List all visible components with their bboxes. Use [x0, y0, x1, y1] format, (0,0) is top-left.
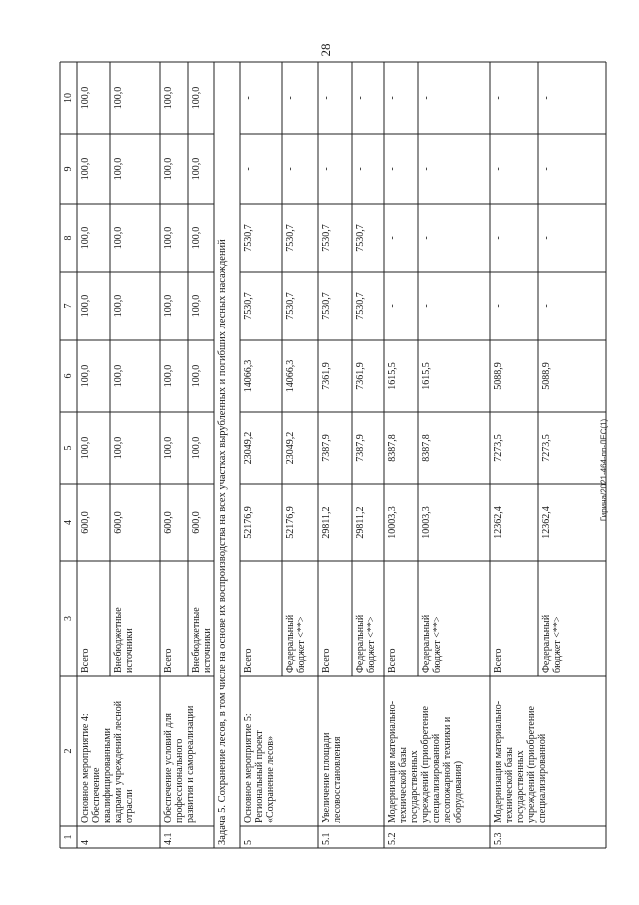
budget-value-text: 100,0 — [113, 86, 124, 110]
budget-value — [318, 412, 352, 484]
column-header — [60, 134, 77, 204]
budget-value — [318, 272, 352, 340]
budget-value-text: 7530,7 — [321, 224, 332, 252]
budget-value — [77, 134, 110, 204]
budget-value — [188, 412, 214, 484]
budget-value-text: - — [387, 96, 398, 100]
budget-value-text: - — [493, 236, 504, 240]
budget-value-text: 14066,3 — [285, 359, 296, 393]
budget-value-text: - — [493, 304, 504, 308]
budget-value — [160, 272, 188, 340]
budget-value — [538, 412, 606, 484]
column-header-text: 7 — [63, 303, 74, 309]
budget-value — [318, 340, 352, 412]
budget-value-text: - — [421, 167, 432, 171]
row-number-text: 4 — [80, 840, 91, 845]
funding-source-text: Всего — [321, 648, 332, 673]
budget-value — [384, 340, 418, 412]
funding-source — [538, 561, 606, 676]
row-name-text: Обеспечение условий для профессионального развития и самореализации — [163, 705, 196, 823]
budget-value — [110, 62, 160, 134]
budget-value-text: 100,0 — [191, 226, 202, 250]
budget-value — [318, 134, 352, 204]
budget-value — [490, 484, 538, 561]
budget-value — [490, 62, 538, 134]
row-number — [318, 826, 384, 848]
budget-value — [282, 412, 318, 484]
budget-value — [160, 204, 188, 272]
budget-value — [318, 484, 352, 561]
budget-value-text: 100,0 — [163, 436, 174, 460]
budget-value-text: 100,0 — [191, 364, 202, 388]
funding-source — [282, 561, 318, 676]
row-name-text: Модернизация материально- технической базы государственных учреждений (приобретение специализированной лесопожарной техники и оборудования) — [387, 700, 464, 823]
budget-value — [77, 272, 110, 340]
budget-value-text: - — [541, 304, 552, 308]
budget-value-text: 10003,3 — [421, 506, 432, 539]
funding-source — [352, 561, 384, 676]
budget-value — [160, 134, 188, 204]
column-header-text: 8 — [63, 235, 74, 241]
budget-value — [352, 204, 384, 272]
document-stamp-text: Гирина/2021-464-пп-ЛЕС(1) — [599, 418, 609, 522]
budget-value — [538, 134, 606, 204]
budget-value-text: 100,0 — [191, 294, 202, 318]
budget-value-text: 600,0 — [163, 511, 174, 534]
budget-value — [282, 484, 318, 561]
budget-value — [240, 134, 282, 204]
budget-value-text: - — [541, 236, 552, 240]
budget-value-text: 7273,5 — [493, 434, 504, 462]
budget-value — [538, 272, 606, 340]
budget-value — [282, 62, 318, 134]
budget-value — [384, 412, 418, 484]
budget-value-text: 600,0 — [113, 511, 124, 534]
budget-value-text: - — [421, 236, 432, 240]
budget-value — [240, 412, 282, 484]
budget-value-text: 7361,9 — [355, 362, 366, 390]
row-number — [490, 826, 606, 848]
budget-value-text: - — [321, 96, 332, 100]
budget-value-text: - — [421, 304, 432, 308]
row-number — [160, 826, 214, 848]
task-5-header-text: Задача 5. Сохранение лесов, в том числе на основе их воспроизводства на всех участках вырубленных и погибших лесных насаждений — [217, 239, 228, 845]
budget-value-text: 7530,7 — [285, 292, 296, 320]
budget-value — [240, 484, 282, 561]
budget-value — [188, 62, 214, 134]
budget-value-text: 12362,4 — [541, 506, 552, 539]
budget-value — [110, 484, 160, 561]
budget-value — [352, 134, 384, 204]
budget-value — [538, 484, 606, 561]
row-number — [240, 826, 318, 848]
budget-value — [418, 340, 490, 412]
budget-value-text: 100,0 — [163, 364, 174, 388]
column-header-text: 3 — [63, 616, 74, 621]
budget-value-text: 1615,5 — [387, 362, 398, 390]
budget-value-text: 100,0 — [80, 86, 91, 110]
row-number-text: 5.2 — [387, 832, 398, 845]
funding-source — [384, 561, 418, 676]
budget-value-text: 14066,3 — [243, 359, 254, 393]
budget-value — [160, 484, 188, 561]
budget-value-text: 7273,5 — [541, 434, 552, 462]
budget-value-text: 5088,9 — [493, 362, 504, 390]
budget-value-text: - — [243, 96, 254, 100]
budget-value-text: 1615,5 — [421, 362, 432, 390]
budget-value — [160, 340, 188, 412]
budget-value-text: 7530,7 — [243, 224, 254, 252]
budget-value-text: 5088,9 — [541, 362, 552, 390]
funding-source-text: Всего — [387, 648, 398, 673]
funding-source-text: Всего — [163, 648, 174, 673]
budget-value — [538, 340, 606, 412]
budget-value — [318, 62, 352, 134]
budget-value — [110, 204, 160, 272]
budget-value — [352, 272, 384, 340]
row-name — [318, 676, 384, 826]
funding-source-text: Федеральный бюджет <**> — [285, 614, 307, 673]
budget-value — [282, 340, 318, 412]
budget-value-text: 100,0 — [113, 364, 124, 388]
budget-value-text: 52176,9 — [285, 506, 296, 539]
budget-value — [418, 484, 490, 561]
budget-value — [490, 412, 538, 484]
budget-value — [490, 134, 538, 204]
budget-value-text: - — [285, 167, 296, 171]
column-header-text: 1 — [63, 834, 74, 840]
task-5-header — [214, 62, 240, 848]
budget-value-text: - — [541, 167, 552, 171]
row-name-text: Основное мероприятие 5: Региональный проект «Сохранение лесов» — [243, 713, 276, 823]
budget-value — [160, 62, 188, 134]
row-name-text: Основное мероприятие 4: Обеспечение квалифицированными кадрами учреждений лесной отрасли — [80, 700, 135, 823]
budget-value — [110, 340, 160, 412]
budget-value-text: 100,0 — [113, 157, 124, 181]
budget-value-text: 8387,8 — [387, 434, 398, 462]
column-header — [60, 826, 77, 848]
column-header — [60, 62, 77, 134]
row-name-text: Модернизация материально- технической базы государственных учреждений (приобретение специализированной — [493, 700, 548, 823]
column-header-text: 5 — [63, 445, 74, 451]
budget-value-text: 100,0 — [163, 294, 174, 318]
row-number-text: 5 — [243, 840, 254, 845]
row-number-text: 5.3 — [493, 832, 504, 845]
budget-value — [384, 484, 418, 561]
column-header-text: 2 — [63, 748, 74, 754]
funding-source-text: Всего — [243, 648, 254, 673]
budget-value-text: 100,0 — [80, 436, 91, 460]
budget-value-text: - — [387, 167, 398, 171]
budget-value-text: 100,0 — [191, 86, 202, 110]
budget-value-text: 100,0 — [80, 226, 91, 250]
budget-value-text: - — [243, 167, 254, 171]
budget-value-text: 100,0 — [191, 157, 202, 181]
budget-value-text: 52176,9 — [243, 506, 254, 539]
row-number-text: 5.1 — [321, 832, 332, 845]
row-name — [384, 676, 490, 826]
budget-value — [188, 484, 214, 561]
budget-value — [188, 204, 214, 272]
budget-value-text: 100,0 — [113, 226, 124, 250]
budget-value — [110, 134, 160, 204]
column-header-text: 9 — [63, 166, 74, 172]
budget-value — [240, 272, 282, 340]
row-name — [77, 676, 160, 826]
budget-value-text: 100,0 — [163, 226, 174, 250]
budget-value — [77, 412, 110, 484]
budget-value-text: 100,0 — [113, 436, 124, 460]
budget-value-text: - — [355, 96, 366, 100]
budget-value — [384, 134, 418, 204]
column-header-text: 6 — [63, 373, 74, 379]
budget-value-text: 7530,7 — [243, 292, 254, 320]
budget-value-text: 100,0 — [191, 436, 202, 460]
budget-value-text: 29811,2 — [321, 506, 332, 539]
funding-source — [77, 561, 110, 676]
budget-value-text: 12362,4 — [493, 506, 504, 539]
budget-value-text: 23049,2 — [285, 431, 296, 465]
budget-value — [77, 340, 110, 412]
budget-value — [418, 272, 490, 340]
budget-value-text: 7387,9 — [355, 434, 366, 462]
budget-value — [188, 340, 214, 412]
budget-value — [538, 62, 606, 134]
budget-value-text: - — [355, 167, 366, 171]
budget-value — [77, 484, 110, 561]
budget-value — [490, 204, 538, 272]
budget-value — [110, 272, 160, 340]
budget-value-text: 7530,7 — [321, 292, 332, 320]
budget-value — [418, 204, 490, 272]
budget-value — [240, 340, 282, 412]
column-header-text: 10 — [63, 93, 74, 103]
budget-value-text: - — [421, 96, 432, 100]
budget-value — [318, 204, 352, 272]
budget-value-text: 100,0 — [113, 294, 124, 318]
row-number — [384, 826, 490, 848]
budget-value — [110, 412, 160, 484]
row-number — [77, 826, 160, 848]
page-number: 28 — [318, 43, 333, 57]
funding-source — [240, 561, 282, 676]
funding-source — [188, 561, 214, 676]
budget-value — [538, 204, 606, 272]
funding-source-text: Федеральный бюджет <**> — [355, 614, 377, 673]
row-name-text: Увеличение площади лесовосстановления — [321, 732, 343, 823]
funding-source-text: Всего — [80, 648, 91, 673]
column-header — [60, 676, 77, 826]
budget-value — [282, 272, 318, 340]
budget-value-text: 7387,9 — [321, 434, 332, 462]
budget-value-text: 100,0 — [80, 364, 91, 388]
funding-source-text: Федеральный бюджет <**> — [421, 614, 443, 673]
budget-value — [77, 204, 110, 272]
budget-value-text: 8387,8 — [421, 434, 432, 462]
budget-value — [240, 62, 282, 134]
budget-value — [384, 204, 418, 272]
budget-value-text: 600,0 — [191, 511, 202, 534]
budget-value-text: - — [387, 304, 398, 308]
funding-source-text: Внебюджетные источники — [113, 607, 135, 673]
funding-source — [318, 561, 352, 676]
budget-value — [490, 272, 538, 340]
budget-value — [352, 412, 384, 484]
row-number-text: 4.1 — [163, 832, 174, 845]
column-header — [60, 204, 77, 272]
budget-value-text: - — [493, 96, 504, 100]
budget-value-text: 7530,7 — [285, 224, 296, 252]
budget-value-text: - — [541, 96, 552, 100]
budget-value — [384, 62, 418, 134]
budget-value — [188, 134, 214, 204]
column-header — [60, 340, 77, 412]
funding-source — [160, 561, 188, 676]
column-header-text: 4 — [63, 520, 74, 525]
budget-value — [384, 272, 418, 340]
funding-source — [490, 561, 538, 676]
budget-value-text: 100,0 — [80, 294, 91, 318]
budget-value-text: 100,0 — [163, 157, 174, 181]
budget-value — [490, 340, 538, 412]
budget-value-text: 100,0 — [163, 86, 174, 110]
budget-value — [282, 204, 318, 272]
budget-value-text: 600,0 — [80, 511, 91, 534]
budget-value — [77, 62, 110, 134]
column-header — [60, 412, 77, 484]
funding-source-text: Федеральный бюджет <**> — [541, 614, 563, 673]
budget-value — [352, 484, 384, 561]
funding-source — [418, 561, 490, 676]
budget-value — [418, 412, 490, 484]
funding-source-text: Внебюджетные источники — [191, 607, 213, 673]
budget-value-text: - — [321, 167, 332, 171]
funding-source — [110, 561, 160, 676]
budget-value — [160, 412, 188, 484]
budget-value — [418, 134, 490, 204]
budget-value-text: 23049,2 — [243, 431, 254, 465]
column-header — [60, 272, 77, 340]
budget-value-text: - — [285, 96, 296, 100]
budget-value — [282, 134, 318, 204]
funding-source-text: Всего — [493, 648, 504, 673]
budget-value — [418, 62, 490, 134]
row-name — [490, 676, 606, 826]
budget-value-text: 7530,7 — [355, 224, 366, 252]
budget-value-text: 7361,9 — [321, 362, 332, 390]
budget-value — [352, 340, 384, 412]
budget-value-text: 29811,2 — [355, 506, 366, 539]
budget-value — [352, 62, 384, 134]
budget-value-text: - — [387, 236, 398, 240]
row-name — [160, 676, 214, 826]
budget-value — [240, 204, 282, 272]
budget-value-text: 10003,3 — [387, 506, 398, 539]
column-header — [60, 561, 77, 676]
budget-value-text: - — [493, 167, 504, 171]
budget-value — [188, 272, 214, 340]
row-name — [240, 676, 318, 826]
budget-value-text: 7530,7 — [355, 292, 366, 320]
column-header — [60, 484, 77, 561]
budget-value-text: 100,0 — [80, 157, 91, 181]
